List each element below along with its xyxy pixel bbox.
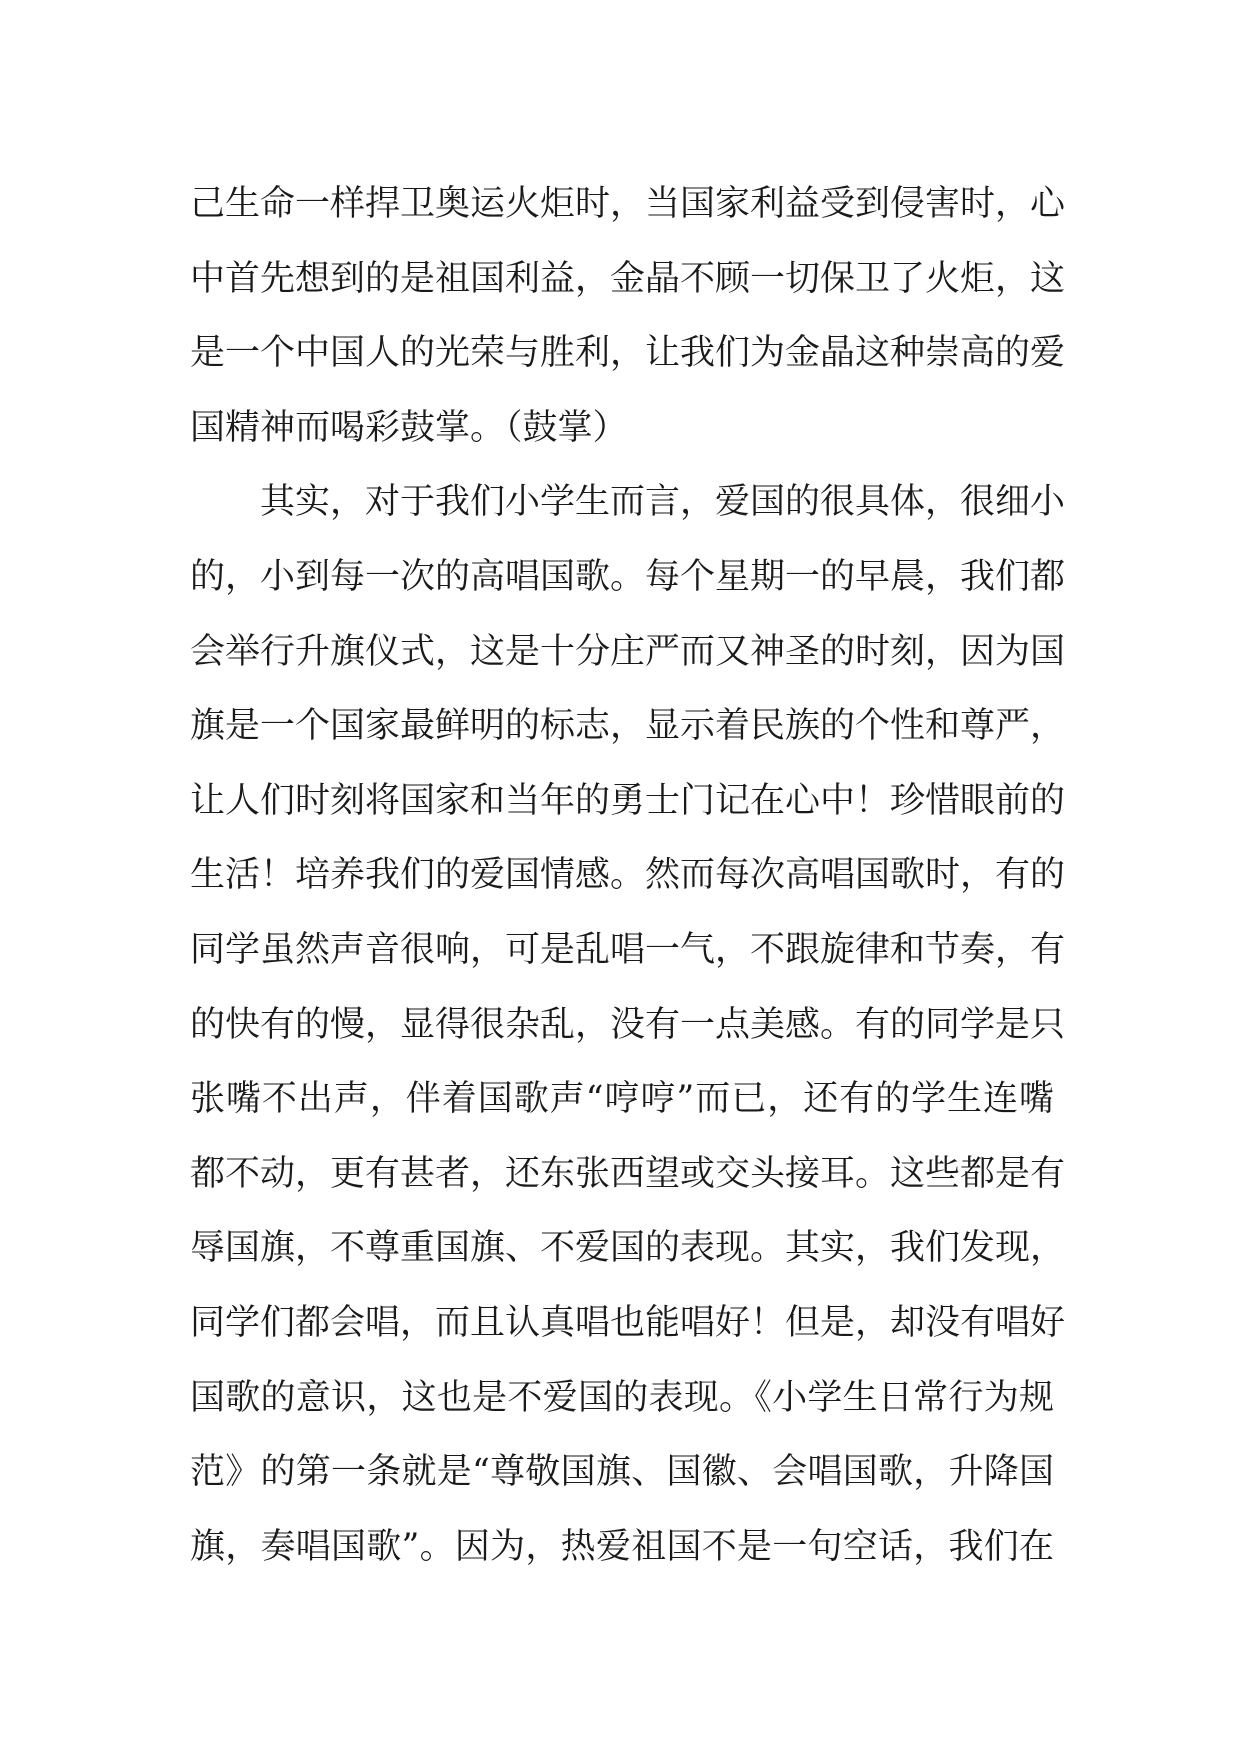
text-line: 的，小到每一次的高唱国歌。每个星期一的早晨，我们都 bbox=[190, 556, 1066, 597]
text-line: 会举行升旗仪式，这是十分庄严而又神圣的时刻，因为国 bbox=[190, 631, 1066, 672]
text-line: 旗是一个国家最鲜明的标志，显示着民族的个性和尊严， bbox=[190, 706, 1066, 747]
text-line: 辱国旗，不尊重国旗、不爱国的表现。其实，我们发现， bbox=[190, 1228, 1066, 1269]
text-line: 国精神而喝彩鼓掌。（鼓掌） bbox=[190, 407, 628, 448]
text-line: 是一个中国人的光荣与胜利，让我们为金晶这种崇高的爱 bbox=[190, 333, 1066, 374]
text-line: 的快有的慢，显得很杂乱，没有一点美感。有的同学是只 bbox=[190, 1004, 1066, 1045]
text-line: 中首先想到的是祖国利益，金晶不顾一切保卫了火炬，这 bbox=[190, 258, 1066, 299]
text-line: 张嘴不出声，伴着国歌声“哼哼”而已，还有的学生连嘴 bbox=[190, 1079, 1054, 1120]
text-line: 旗，奏唱国歌”。因为，热爱祖国不是一句空话，我们在 bbox=[190, 1526, 1054, 1567]
text-line: 同学们都会唱，而且认真唱也能唱好！但是，却没有唱好 bbox=[190, 1302, 1066, 1343]
text-line: 国歌的意识，这也是不爱国的表现。《小学生日常行为规 bbox=[190, 1377, 1054, 1418]
text-line: 让人们时刻将国家和当年的勇士门记在心中！珍惜眼前的 bbox=[190, 780, 1066, 821]
body-text bbox=[190, 167, 1066, 1584]
text-line: 其实，对于我们小学生而言，爱国的很具体，很细小 bbox=[190, 482, 1066, 523]
text-line: 己生命一样捍卫奥运火炬时，当国家利益受到侵害时，心 bbox=[190, 184, 1066, 224]
text-line: 同学虽然声音很响，可是乱唱一气，不跟旋律和节奏，有 bbox=[190, 929, 1066, 970]
text-line: 生活！培养我们的爱国情感。然而每次高唱国歌时，有的 bbox=[190, 855, 1066, 896]
text-line: 都不动，更有甚者，还东张西望或交头接耳。这些都是有 bbox=[190, 1153, 1066, 1194]
text-line: 范》的第一条就是“尊敬国旗、国徽、会唱国歌，升降国 bbox=[190, 1452, 1054, 1493]
